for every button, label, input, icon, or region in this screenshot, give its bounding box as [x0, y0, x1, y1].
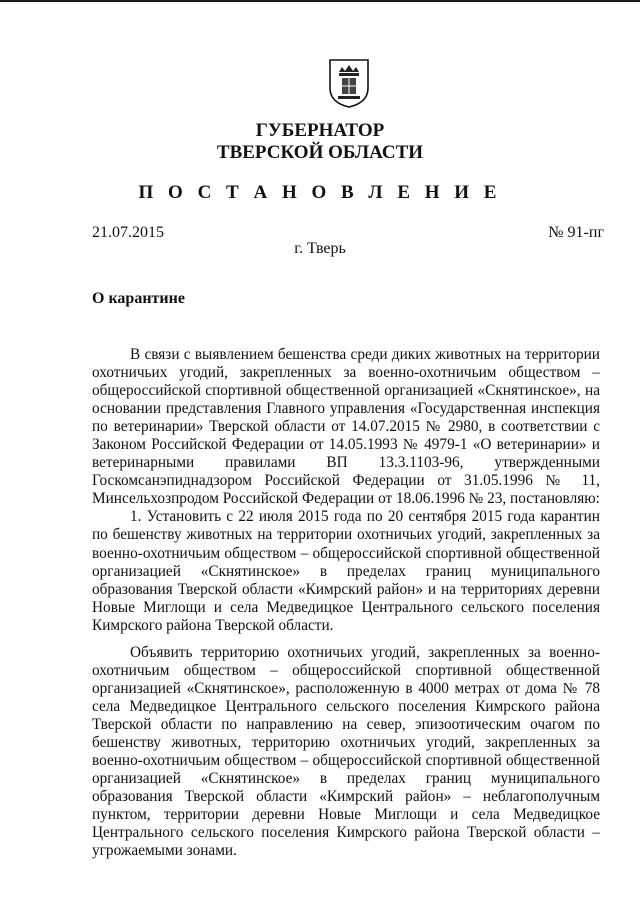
- document-date: 21.07.2015: [92, 224, 164, 241]
- scan-top-border: [0, 0, 640, 2]
- document-subject: О карантине: [92, 290, 185, 307]
- document-number: № 91-пг: [548, 224, 604, 241]
- tver-coat-of-arms-icon: [328, 58, 370, 108]
- body-paragraph-declaration: Объявить территорию охотничьих угодий, закрепленных за военно-охотничьим обществом – общероссийской спортивной общественной организацией «Скнятинское», расположенную в 4000 метрах от дома № 78 села Медведицкое Центрального сельского поселения Кимрского района Тверской области по направлению на север, эпизоотическим очагом по бешенству животных, территорию охотничьих угодий, закрепленных за военно-охотничьим обществом – общероссийской спортивной общественной организацией «Скнятинское» в пределах границ муниципального образования Тверской области «Кимрский район» – неблагополучным пунктом, территории деревни Новые Миглощи и села Медведицкое Центрального сельского поселения Кимрского района Тверской области – угрожаемыми зонами.: [92, 643, 600, 860]
- document-type-heading: П О С Т А Н О В Л Е Н И Е: [138, 182, 502, 203]
- document-city: г. Тверь: [294, 240, 346, 257]
- body-paragraph-item-1: 1. Установить с 22 июля 2015 года по 20 сентября 2015 года карантин по бешенству животных на территории охотничьих угодий, закрепленных за военно-охотничьим обществом – общероссийской спортивной общественной организацией «Скнятинское» в пределах границ муниципального образования Тверской области «Кимрский район» и на территориях деревни Новые Миглощи и села Медведицкое Центрального сельского поселения Кимрского района Тверской области.: [92, 508, 600, 634]
- governor-title-line1: ГУБЕРНАТОР: [255, 120, 385, 141]
- document-body: [92, 346, 600, 860]
- body-paragraph-preamble: В связи с выявлением бешенства среди диких животных на территории охотничьих угодий, закрепленных за военно-охотничьим обществом – общероссийской спортивной общественной организацией «Скнятинское», на основании представления Главного управления «Государственная инспекция по ветеринарии» Тверской области от 14.07.2015 № 2980, в соответствии с Законом Российской Федерации от 14.05.1993 № 4979-1 «О ветеринарии» и ветеринарными правилами ВП 13.3.1103-96, утвержденными Госкомсанэпиднадзором Российской Федерации от 31.05.1996 № 11, Минсельхозпродом Российской Федерации от 18.06.1996 № 23, постановляю:: [92, 346, 600, 508]
- governor-title-line2: ТВЕРСКОЙ ОБЛАСТИ: [216, 142, 424, 163]
